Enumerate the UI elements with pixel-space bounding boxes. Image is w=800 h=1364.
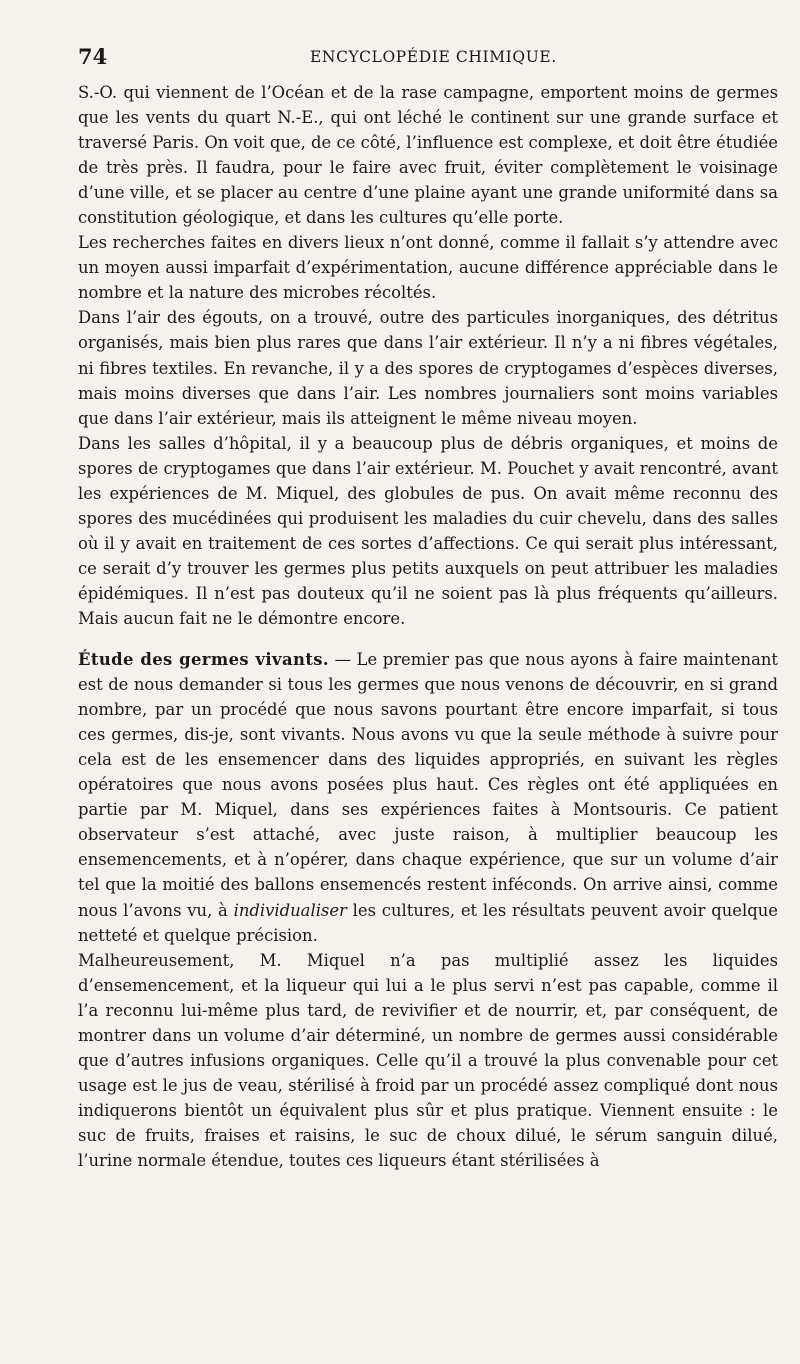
paragraph-3: Dans l’air des égouts, on a trouvé, outre des particules inorganiques, des détritus organisés, mais bien plus rares que dans l’air extérieur. Il n’y a ni fibres végétales, ni fibres textiles. En revanche, il y a des spores de cryptogames d’espèces diverses, mais moins diverses que dans l’air. Les nombres journaliers sont moins variables que dans l’air extérieur, mais ils atteignent le même niveau moyen. [78,308,778,428]
paragraph-4: Dans les salles d’hôpital, il y a beaucoup plus de débris organiques, et moins de spores de cryptogames que dans l’air extérieur. M. Pouchet y avait rencontré, avant les expériences de M. Miquel, des globules de pus. On avait même reconnu des spores des mucédinées qui produisent les maladies du cuir chevelu, dans des salles où il y avait en traitement de ces sortes d’affections. Ce qui serait plus intéressant, ce serait d’y trouver les germes plus petits auxquels on peut attribuer les maladies épidémiques. Il n’est pas douteux qu’il ne soient pas là plus fréquents qu’ailleurs. Mais aucun fait ne le démontre encore. [78,433,778,628]
section-tail: les cultures, et les résultats peuvent avoir quelque netteté et quelque précision. [78,900,778,945]
closing-paragraph: Malheureusement, M. Miquel n’a pas multiplié assez les liquides d’ensemencement, et la liqueur qui lui a le plus servi n’est pas capable, comme il l’a reconnu lui-même plus tard, de revivifier et de nourrir, et, par conséquent, de montrer dans un volume d’air déterminé, un nombre de germes aussi considérable que d’autres infusions organiques. Celle qu’il a trouvé la plus convenable pour cet usage est le jus de veau, stérilisé à froid par un procédé assez compliqué dont nous indiquerons bientôt un équivalent plus sûr et plus pratique. Viennent ensuite : le suc de fruits, fraises et raisins, le suc de choux dilué, le sérum sanguin dilué, l’urine normale étendue, toutes ces liqueurs étant stérilisées à [78,950,778,1170]
paragraph-2: Les recherches faites en divers lieux n’ont donné, comme il fallait s’y attendre avec un moyen aussi imparfait d’expérimentation, aucune différence appréciable dans le nombre et la nature des microbes récoltés. [78,233,778,303]
section-emphasis: individualiser [233,900,347,920]
section-gap [78,631,778,647]
page-header [78,40,778,80]
running-head: ENCYCLOPÉDIE CHIMIQUE. [310,48,557,66]
body-text [78,80,778,1173]
section-title: Étude des germes vivants. [78,650,330,670]
paragraph-1: S.-O. qui viennent de l’Océan et de la rase campagne, emportent moins de germes que les vents du quart N.-E., qui ont léché le continent sur une grande surface et traversé Paris. On voit que, de ce côté, l’influence est complexe, et doit être étudiée de très près. Il faudra, pour le faire avec fruit, éviter complètement le voisinage d’une ville, et se placer au centre d’une plaine ayant une grande uniformité dans sa constitution géologique, et dans les cultures qu’elle porte. [78,83,778,228]
page-number: 74 [78,44,108,69]
section-paragraph [78,647,778,948]
section-lead: — Le premier pas que nous ayons à faire maintenant est de nous demander si tous les germes que nous venons de découvrir, en si grand nombre, par un procédé que nous savons pourtant être encore imparfait, si tous ces germes, dis-je, sont vivants. Nous avons vu que la seule méthode à suivre pour cela est de les ensemencer dans des liquides appropriés, en suivant les règles opératoires que nous avons posées plus haut. Ces règles ont été appliquées en partie par M. Miquel, dans ses expériences faites à Montsouris. Ce patient observateur s’est attaché, avec juste raison, à multiplier beaucoup les ensemencements, et à n’opérer, dans chaque expérience, que sur un volume d’air tel que la moitié des ballons ensemencés restent inféconds. On arrive ainsi, comme nous l’avons vu, à [78,650,778,920]
